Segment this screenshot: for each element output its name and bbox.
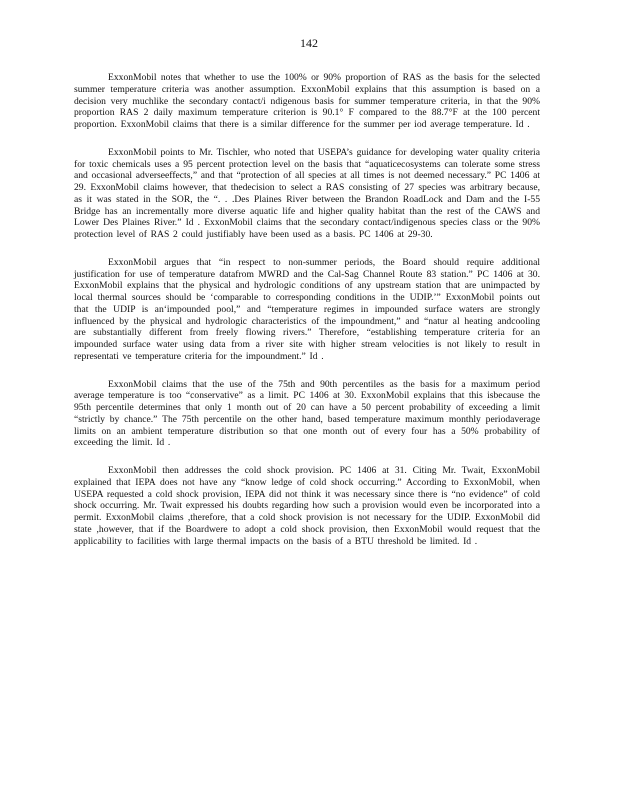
paragraph-cold-shock: ExxonMobil then addresses the cold shock provision. PC 1406 at 31. Citing Mr. Twait, ExxonMobil explained that IEPA does not have any “know ledge of cold shock occurring.” According to ExxonMobil, when USEPA requested a cold shock provision, IEPA did not think it was necessary since there is “no evidence” of cold shock occurring. Mr. Twait expressed his doubts regarding how such a provision would even be incorporated into a permit. ExxonMobil claims ,therefore, that a cold shock provision is not necessary for the UDIP. ExxonMobil did state ,however, that if the Boardwere to adopt a cold shock provision, then ExxonMobil would request that the applicability to facilities with large thermal impacts on the basis of a BTU threshold be limited. Id . [74,465,540,547]
paragraph-non-summer-data: ExxonMobil argues that “in respect to non-summer periods, the Board should require additional justification for use of temperature datafrom MWRD and the Cal-Sag Channel Route 83 station.” PC 1406 at 30. ExxonMobil explains that the physical and hydrologic conditions of any upstream station that are unimpacted by local thermal sources should be ‘comparable to corresponding conditions in the UDIP.’” ExxonMobil points out that the UDIP is an‘impounded pool,” and “temperature regimes in impounded surface waters are strongly influenced by the physical and hydrologic characteristics of the impoundment,” and “natur al heating andcooling are substantially different from freely flowing rivers.” Therefore, “establishing temperature criteria for an impounded surface water using data from a river site with higher stream velocities is not likely to result in representati ve temperature criteria for the impoundment.” Id . [74,256,540,362]
paragraph-protection-level: ExxonMobil points to Mr. Tischler, who noted that USEPA’s guidance for developing water quality criteria for toxic chemicals uses a 95 percent protection level on the basis that “aquaticecosystems can tolerate some stress and occasional adverseeffects,” and that “protection of all species at all times is not deemed necessary.” PC 1406 at 29. ExxonMobil claims however, that thedecision to select a RAS consisting of 27 species was arbitrary because, as it was stated in the SOR, the “. . .Des Plaines River between the Brandon RoadLock and Dam and the I-55 Bridge has an incrementally more diverse aquatic life and higher quality habitat than the rest of the CAWS and Lower Des Plaines River.” Id . ExxonMobil claims that the secondary contact/indigenous species class or the 90% protection level of RAS 2 could justifiably have been used as a basis. PC 1406 at 29-30. [74,146,540,240]
paragraph-percentiles: ExxonMobil claims that the use of the 75th and 90th percentiles as the basis for a maximum period average temperature is too “conservative” as a limit. PC 1406 at 30. ExxonMobil explains that this isbecause the 95th percentile determines that only 1 month out of 20 can have a 50 percent probability of exceeding a limit “strictly by chance.” The 75th percentile on the other hand, based temperature maximum monthly periodaverage limits on an ambient temperature distribution so that one month out of every four has a 50% probability of exceeding the limit. Id . [74,378,540,449]
page-number: 142 [300,36,318,50]
body-text [74,72,540,563]
paragraph-rounding-assumption: ExxonMobil notes that whether to use the 100% or 90% proportion of RAS as the basis for the selected summer temperature criteria was another assumption. ExxonMobil explains that this assumption is based on a decision very muchlike the secondary contact/i ndigenous basis for summer temperature criteria, in that the 90% proportion RAS 2 daily maximum temperature criterion is 90.1° F compared to the 88.7°F at the 100 percent proportion. ExxonMobil claims that there is a similar difference for the summer per iod average temperature. Id . [74,72,540,130]
